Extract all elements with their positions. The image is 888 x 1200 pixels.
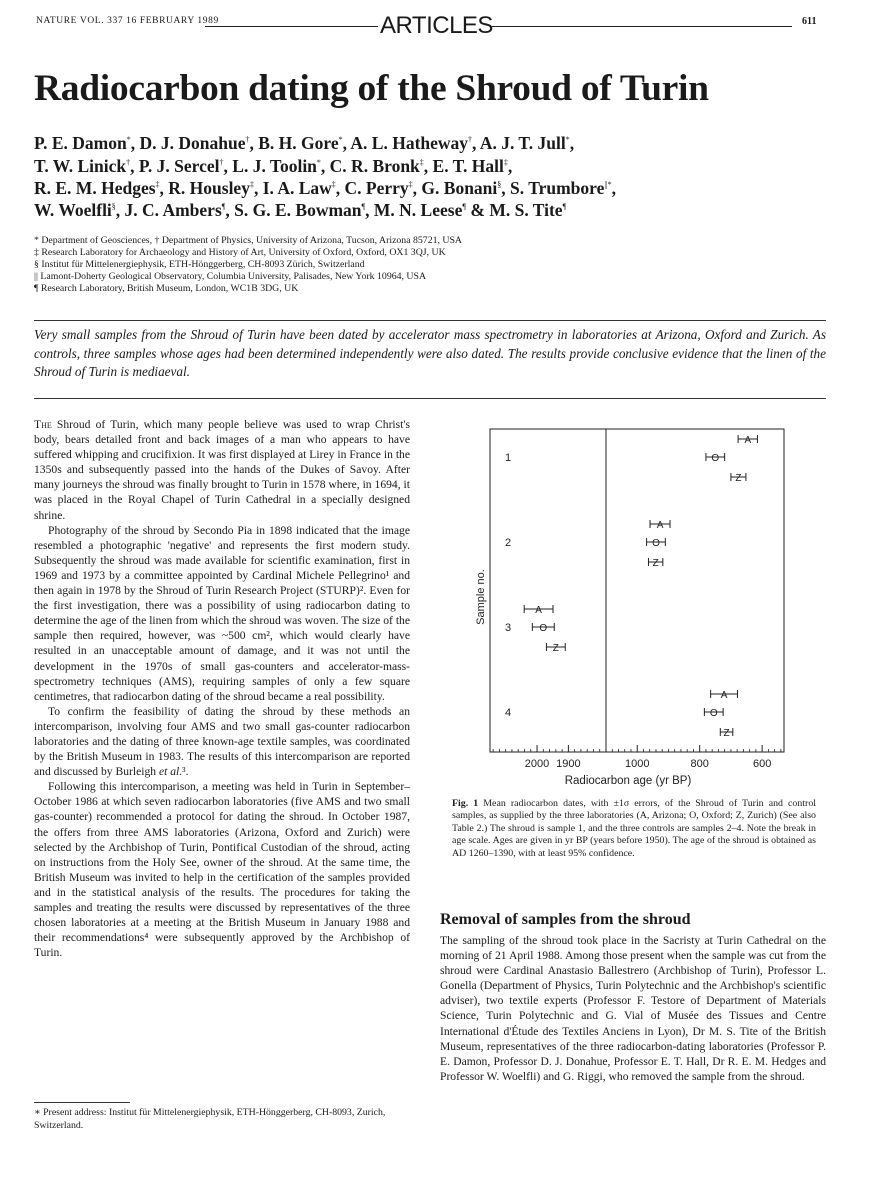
affiliation-marker: † — [468, 135, 473, 145]
affiliation-marker: † — [126, 158, 131, 168]
abstract-top-rule — [34, 320, 826, 321]
author-name: G. Bonani — [421, 178, 498, 198]
section-label: ARTICLES — [380, 12, 493, 39]
figure-1 — [440, 417, 826, 822]
author-line: T. W. Linick†, P. J. Sercel†, L. J. Toolin*, C. R. Bronk‡, E. T. Hall‡, — [34, 156, 513, 176]
data-point: A — [656, 520, 664, 531]
affiliation-marker: § — [497, 180, 502, 190]
header-rule-left — [205, 26, 378, 27]
footnote: ∗ Present address: Institut für Mittelenergiephysik, ETH-Hönggerberg, CH-8093, Zurich, Switzerland. — [34, 1107, 386, 1131]
x-tick-label: 600 — [752, 758, 772, 770]
author-line: W. Woelfli§, J. C. Ambers¶, S. G. E. Bowman¶, M. N. Leese¶ & M. S. Tite¶ — [34, 200, 567, 220]
data-point: Z — [652, 558, 659, 569]
affiliation-marker: ‡ — [249, 180, 254, 190]
affiliation: § Institut für Mittelenergiephysik, ETH-Hönggerberg, CH-8093 Zürich, Switzerland — [34, 259, 365, 270]
data-point: A — [744, 435, 752, 446]
affiliation-marker: ‡ — [419, 158, 424, 168]
affiliation-marker: † — [219, 158, 224, 168]
data-point: Z — [735, 473, 742, 484]
abstract: Very small samples from the Shroud of Turin have been dated by accelerator mass spectrometry in laboratories at Arizona, Oxford and Zurich. As controls, three samples whose ages had been determined independently were also dated. The results provide conclusive evidence that the linen of the Shroud of Turin is mediaeval. — [34, 327, 826, 379]
data-point: O — [709, 708, 718, 719]
author-name: D. J. Donahue — [139, 133, 246, 153]
x-tick-label: 1900 — [556, 758, 581, 770]
paragraph — [34, 417, 410, 523]
affiliation-marker: ¶ — [361, 202, 366, 212]
affiliation-marker: ‡ — [155, 180, 160, 190]
author-name: C. R. Bronk — [329, 156, 420, 176]
author-name: R. E. M. Hedges — [34, 178, 156, 198]
author-name: A. L. Hatheway — [350, 133, 469, 153]
author-name: J. C. Ambers — [124, 200, 222, 220]
paragraph: To confirm the feasibility of dating the shroud by these methods an intercomparison, involving four AMS and two small gas-counter radiocarbon laboratories and the dating of three known-age textile samples, was coordinated by the British Museum in 1983. The results of this intercomparison are reported and discussed by Burleigh et al.³. — [34, 704, 410, 779]
body-right-column — [440, 933, 826, 1084]
data-point: A — [535, 605, 542, 616]
paragraph-text: Shroud of Turin, which many people believe was used to wrap Christ's body, bears detailed front and back images of a man who appears to have suffered whipping and crucifixion. It was first displayed at Lirey in France in the 1350s and subsequently passed into the hands of the Dukes of Savoy. After many journeys the shroud was finally brought to Turin in 1578 where, in 1694, it was placed in the Royal Chapel of Turin Cathedral in a specially designed shrine. — [34, 418, 410, 522]
y-axis-label: Sample no. — [475, 569, 487, 625]
author-name: P. E. Damon — [34, 133, 127, 153]
sample-label: 2 — [504, 537, 512, 549]
author-name: I. A. Law — [262, 178, 332, 198]
author-line: R. E. M. Hedges‡, R. Housley‡, I. A. Law‡, C. Perry‡, G. Bonani§, S. Trumbore||*, — [34, 178, 616, 198]
affiliation-marker: * — [565, 135, 570, 145]
figure-caption — [452, 798, 816, 860]
affiliation-marker: ||* — [604, 180, 612, 190]
x-tick-label: 2000 — [524, 758, 550, 770]
sample-label: 4 — [504, 707, 512, 719]
author-name: P. J. Sercel — [138, 156, 220, 176]
author-name: E. T. Hall — [432, 156, 504, 176]
footnote-rule — [34, 1102, 130, 1103]
page-number: 611 — [802, 16, 817, 27]
affiliation: || Lamont-Doherty Geological Observatory, Columbia University, Palisades, New York 10964, USA — [34, 271, 427, 282]
radiocarbon-chart — [440, 417, 826, 787]
data-point: Z — [552, 643, 559, 654]
affiliation-marker: ‡ — [503, 158, 508, 168]
author-line: P. E. Damon*, D. J. Donahue†, B. H. Gore*, A. L. Hatheway†, A. J. T. Jull*, — [34, 133, 575, 153]
affiliation-marker: ‡ — [408, 180, 413, 190]
body-left-column — [34, 417, 410, 960]
affiliation-marker: * — [126, 135, 131, 145]
author-name: W. Woelfli — [34, 200, 112, 220]
affiliation: * Department of Geosciences, † Department of Physics, University of Arizona, Tucson, Arizona 85721, USA — [34, 235, 462, 246]
article-title: Radiocarbon dating of the Shroud of Turin — [34, 68, 709, 109]
x-tick-label: 800 — [690, 758, 709, 770]
sample-label: 3 — [504, 622, 512, 634]
author-name: L. J. Toolin — [232, 156, 317, 176]
paragraph: The sampling of the shroud took place in the Sacristy at Turin Cathedral on the morning of 21 April 1988. Among those present when the sample was cut from the shroud were Cardinal Anastasio Ballestrero (Archbishop of Turin), Professor L. Gonella (Department of Physics, Turin Polytechnic and the Archbishop's scientific adviser), two textile experts (Professor F. Testore of Department of Materials Science, Turin Polytechnic and G. Vial of Musée des Tissues and Centre International d'Étude des Textiles Anciens in Lyon), Dr M. S. Tite of the British Museum, representatives of the three radiocarbon-dating laboratories (Professor P. E. Damon, Professor D. J. Donahue, Professor E. T. Hall, Dr R. E. M. Hedges and Professor W. Woelfli) and G. Riggi, who removed the sample from the shroud. — [440, 934, 826, 1083]
abstract-bottom-rule — [34, 398, 826, 399]
data-point: O — [539, 623, 548, 634]
figure-label: Fig. 1 — [452, 798, 479, 809]
sample-label: 1 — [504, 452, 512, 464]
author-name: M. N. Leese — [373, 200, 463, 220]
x-axis-label: Radiocarbon age (yr BP) — [564, 775, 692, 787]
affiliation-marker: † — [245, 135, 250, 145]
x-tick-label: 1000 — [624, 758, 650, 770]
author-name: C. Perry — [344, 178, 409, 198]
affiliation-marker: * — [338, 135, 343, 145]
data-point: O — [711, 453, 720, 464]
author-name: B. H. Gore — [258, 133, 339, 153]
author-name: R. Housley — [168, 178, 250, 198]
paragraph: Photography of the shroud by Secondo Pia in 1898 indicated that the image resembled a photographic 'negative' and represents the first modern study. Subsequently the shroud was made available for scientific examination, first in 1969 and 1973 by a committee appointed by Cardinal Michele Pellegrino¹ and then again in 1978 by the Shroud of Turin Research Project (STURP)². Even for the first investigation, there was a possibility of using radiocarbon dating to determine the age of the linen from which the shroud was woven. The size of the sample then required, however, was ~500 cm², which would clearly have resulted in an unacceptable amount of damage, and it was not until the development in the 1970s of small gas-counters and accelerator-mass-spectrometry techniques (AMS), requiring samples of only a few square centimetres, that radiocarbon dating of the shroud became a real possibility. — [34, 523, 410, 703]
data-point: A — [720, 690, 728, 701]
affiliation-marker: ¶ — [562, 202, 567, 212]
author-name: T. W. Linick — [34, 156, 127, 176]
journal-issue-line: NATURE VOL. 337 16 FEBRUARY 1989 — [36, 16, 219, 26]
affiliation-marker: * — [316, 158, 321, 168]
author-name: M. S. Tite — [489, 200, 563, 220]
affiliation: ‡ Research Laboratory for Archaeology and History of Art, University of Oxford, Oxford, OX1 3QJ, UK — [34, 247, 446, 258]
author-name: A. J. T. Jull — [479, 133, 566, 153]
affiliation: ¶ Research Laboratory, British Museum, London, WC1B 3DG, UK — [34, 283, 299, 294]
data-point: O — [652, 538, 660, 549]
lead-word: The — [34, 418, 52, 431]
affiliation-marker: § — [111, 202, 116, 212]
section-heading: Removal of samples from the shroud — [440, 911, 691, 928]
affiliation-marker: ¶ — [462, 202, 466, 212]
author-name: S. G. E. Bowman — [234, 200, 362, 220]
author-name: S. Trumbore — [510, 178, 605, 198]
affiliation-marker: ‡ — [331, 180, 336, 190]
header-rule-right — [492, 26, 792, 27]
paragraph: Following this intercomparison, a meeting was held in Turin in September–October 1986 at which seven radiocarbon laboratories (five AMS and two small gas-counter) recommended a protocol for dating the shroud. In October 1987, the offers from three AMS laboratories (Arizona, Oxford and Zurich) were selected by the Archbishop of Turin, Pontifical Custodian of the shroud, acting on instructions from the Holy See, owner of the shroud. At the same time, the British Museum was invited to help in the certification of the samples provided and in the statistical analysis of the results. The procedures for taking the samples and treating the results were discussed by representatives of the three chosen laboratories at a meeting at the British Museum in January 1988 and their recommendations⁴ were subsequently approved by the Archbishop of Turin. — [34, 780, 410, 960]
caption-text: Mean radiocarbon dates, with ±1σ errors, of the Shroud of Turin and control samples, as supplied by the three laboratories (A, Arizona; O, Oxford; Z, Zurich) (See also Table 2.) The shroud is sample 1, and the three controls are samples 2–4. Note the break in age scale. Ages are given in yr BP (years before 1950). The age of the shroud is obtained as AD 1260–1390, with at least 95% confidence. — [452, 798, 817, 859]
affiliation-marker: ¶ — [221, 202, 226, 212]
data-point: Z — [723, 728, 730, 739]
